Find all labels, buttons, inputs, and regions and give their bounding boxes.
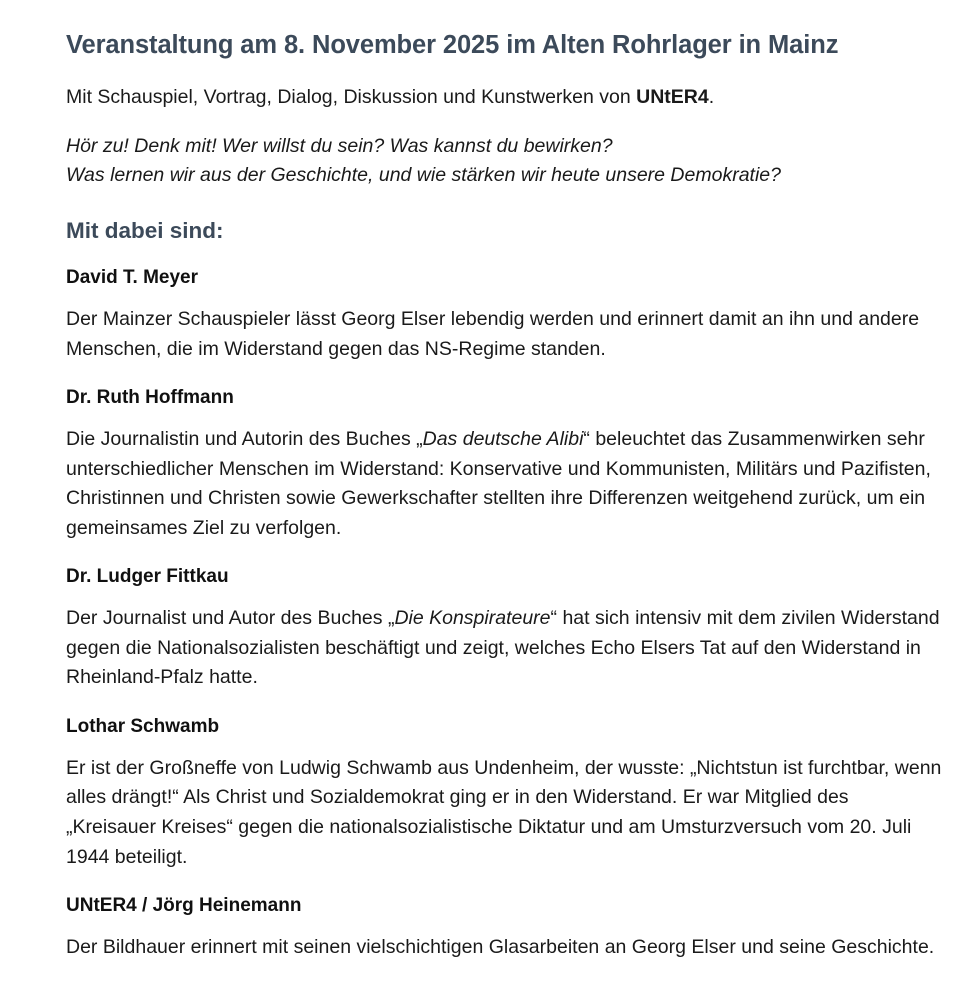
question-line-2: Was lernen wir aus der Geschichte, und wie stärken wir heute unsere Demokratie? (66, 164, 781, 187)
speaker-bio (66, 754, 942, 873)
speaker-entry-lothar-schwamb (66, 715, 942, 872)
bio-text-before: Der Mainzer Schauspieler lässt Georg Elser lebendig werden und erinnert damit an ihn und andere Menschen, die im Widerstand gegen das NS-Regime standen. (66, 307, 920, 360)
bio-text-before: Der Journalist und Autor des Buches (66, 607, 388, 630)
bio-quote-open: „ (416, 427, 423, 450)
speaker-entry-dr-ludger-fittkau (66, 565, 942, 693)
intro-highlight-untr4: UNtER4 (636, 86, 709, 109)
speaker-entry-dr-ruth-hoffmann (66, 386, 942, 543)
speaker-name: Dr. Ludger Fittkau (66, 566, 229, 588)
bio-text-before: Die Journalistin und Autorin des Buches (66, 427, 417, 450)
speaker-bio (66, 604, 942, 693)
speaker-name: Lothar Schwamb (66, 715, 220, 737)
question-block (66, 132, 942, 190)
bio-book-title: Die Konspirateure (394, 607, 551, 630)
speaker-bio (66, 305, 942, 364)
bio-quote-close: “ (583, 427, 590, 450)
question-line-1: Hör zu! Denk mit! Wer willst du sein? Was kannst du bewirken? (66, 135, 613, 158)
speaker-name: Dr. Ruth Hoffmann (66, 387, 234, 409)
intro-text-after: . (708, 86, 715, 109)
bio-quote-close: “ (550, 607, 558, 630)
page-title: Veranstaltung am 8. November 2025 im Alten Rohrlager in Mainz (66, 31, 839, 59)
speaker-name: David T. Meyer (66, 267, 198, 289)
intro-text-before: Mit Schauspiel, Vortrag, Dialog, Diskussion und Kunstwerken von (66, 86, 637, 109)
speaker-name: UNtER4 / Jörg Heinemann (66, 895, 302, 917)
document-content (66, 30, 942, 962)
bio-text-after: hat sich intensiv mit dem zivilen Widerstand gegen die Nationalsozialisten beschäftigt und zeigt, welches Echo Elsers Tat auf den Widerstand in Rheinland-Pfalz hatte. (66, 607, 940, 689)
bio-book-title: Das deutsche Alibi (422, 427, 584, 450)
speaker-entry-david-t-meyer (66, 266, 942, 364)
speaker-bio (66, 933, 942, 963)
intro-line (66, 84, 942, 110)
bio-text-after: beleuchtet das Zusammenwirken sehr unterschiedlicher Menschen im Widerstand: Konservative und Kommunisten, Militärs und Pazifisten, Christinnen und Christen sowie Gewerkschafter stellten ihre Differenzen weitgehend zurück, um ein gemeinsames Ziel zu verfolgen. (66, 427, 931, 539)
speaker-entry-unter4-joerg-heinemann (66, 894, 942, 962)
bio-text-before: Der Bildhauer erinnert mit seinen vielschichtigen Glasarbeiten an Georg Elser und seine Geschichte. (66, 935, 935, 958)
speaker-bio (66, 425, 942, 544)
bio-quote-open: „ (387, 607, 395, 630)
bio-text-before: Er ist der Großneffe von Ludwig Schwamb aus Undenheim, der wusste: „Nichtstun ist furchtbar, wenn alles drängt!“ Als Christ und Sozialdemokrat ging er in den Widerstand. Er war Mitglied des „Kreisauer Kreises“ gegen die nationalsozialistische Diktatur und am Umsturzversuch vom 20. Juli 1944 beteiligt. (66, 756, 942, 868)
section-heading-participants: Mit dabei sind: (66, 218, 224, 244)
